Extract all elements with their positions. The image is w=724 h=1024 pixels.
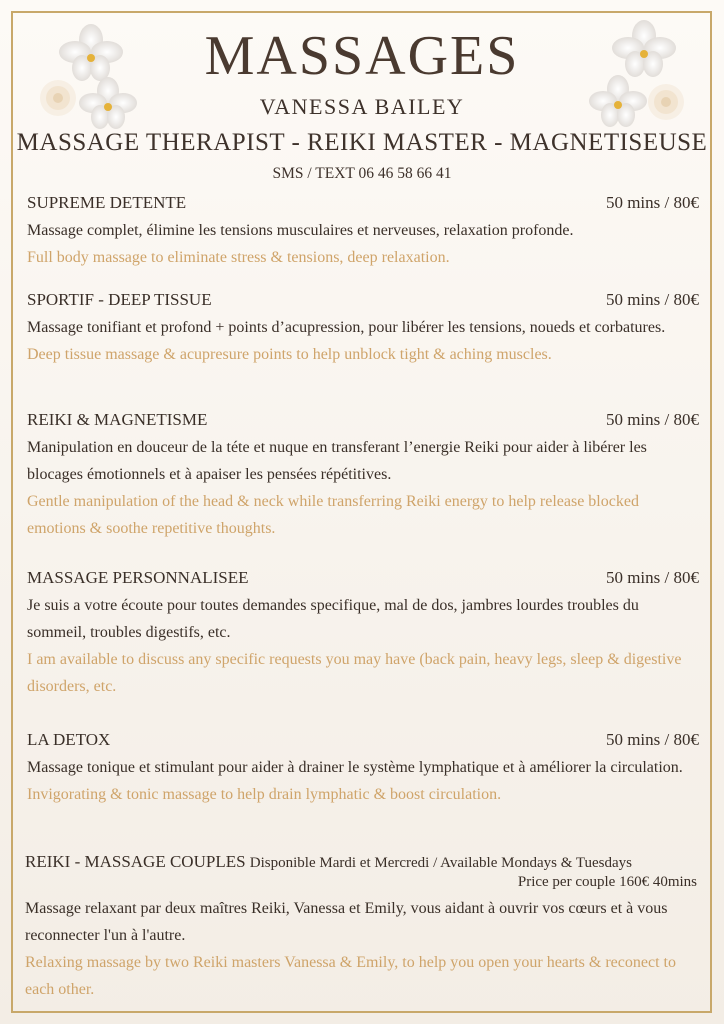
service-description-en: I am available to discuss any specific requests you may have (back pain, heavy legs, sleep & digestive disorders, etc. [27,651,682,695]
service-sportif-deep-tissue [27,290,699,368]
service-description-fr: Massage relaxant par deux maîtres Reiki, Vanessa et Emily, vous aidant à ouvrir vos cœurs et à vous reconnecter l'un à l'autre. [25,900,668,944]
service-description-fr: Manipulation en douceur de la téte et nuque en transferant l’energie Reiki pour aider à libérer les blocages émotionnels et à apaiser les pensées répétitives. [27,439,647,483]
service-price: 50 mins / 80€ [605,193,699,212]
service-price: 50 mins / 80€ [605,410,699,429]
service-price: 50 mins / 80€ [605,290,699,309]
service-name: SPORTIF - DEEP TISSUE [27,290,212,309]
service-name: REIKI & MAGNETISME [27,410,208,429]
service-description-fr: Massage complet, élimine les tensions musculaires et nerveuses, relaxation profonde. [27,222,574,239]
service-reiki-magnetisme [27,410,699,542]
service-availability: Disponible Mardi et Mercredi / Available Mondays & Tuesdays [249,855,632,871]
service-name: REIKI - MASSAGE COUPLES [25,852,246,871]
service-description-en: Full body massage to eliminate stress & tensions, deep relaxation. [27,249,450,266]
service-name: LA DETOX [27,730,111,749]
service-description-en: Deep tissue massage & acupresure points to help unblock tight & aching muscles. [27,346,552,363]
service-description-fr: Je suis a votre écoute pour toutes demandes specifique, mal de dos, jambres lourdes troubles du sommeil, troubles digestifs, etc. [27,597,639,641]
service-price: 50 mins / 80€ [605,568,699,587]
service-massage-personnalisee [27,568,699,700]
service-price: 50 mins / 80€ [605,730,699,749]
therapist-name: VANESSA BAILEY [259,94,465,119]
service-price: Price per couple 160€ 40mins [517,874,697,890]
service-la-detox [27,730,699,808]
service-supreme-detente [27,193,699,271]
service-description-en: Relaxing massage by two Reiki masters Vanessa & Emily, to help you open your hearts & reconect to each other. [25,954,676,998]
contact-number: SMS / TEXT 06 46 58 66 41 [272,165,452,182]
service-reiki-massage-couples [25,852,701,1003]
service-description-en: Gentle manipulation of the head & neck while transferring Reiki energy to help release blocked emotions & soothe repetitive thoughts. [27,493,639,537]
service-description-fr: Massage tonique et stimulant pour aider à drainer le système lymphatique et à améliorer la circulation. [27,759,683,776]
page-title: MASSAGES [204,25,520,87]
service-description-en: Invigorating & tonic massage to help drain lymphatic & boost circulation. [27,786,502,803]
service-description-fr: Massage tonifiant et profond + points d’acupression, pour libérer les tensions, noueds et corbatures. [27,319,666,336]
service-name: MASSAGE PERSONNALISEE [27,568,249,587]
service-name: SUPREME DETENTE [27,193,187,212]
therapist-role: MASSAGE THERAPIST - REIKI MASTER - MAGNETISEUSE [16,129,708,156]
